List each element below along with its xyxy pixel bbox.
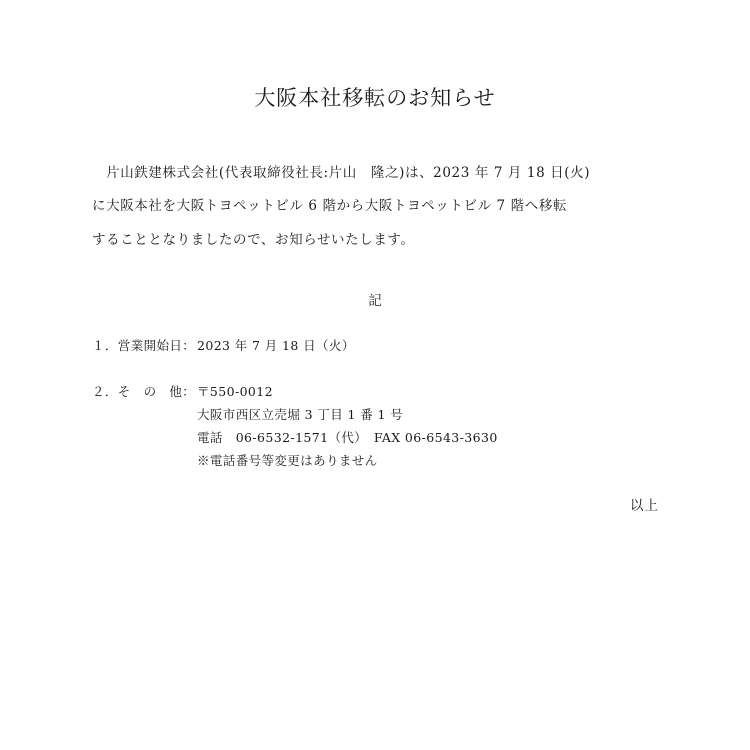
body-line-3: することとなりましたので、お知らせいたします。: [92, 232, 415, 248]
other-label: ２．そ の 他：: [92, 384, 196, 399]
postal-code: 〒550-0012: [197, 384, 273, 399]
phone-note: ※電話番号等変更はありません: [197, 453, 378, 468]
closing-ijo: 以上: [630, 498, 659, 514]
body-line-2: に大阪本社を大阪トヨペットビル 6 階から大阪トヨペットビル 7 階へ移転: [92, 198, 568, 214]
address-line: 大阪市西区立売堀 3 丁目 1 番 1 号: [197, 407, 404, 422]
start-date-label: １．営業開始日：: [92, 338, 196, 353]
start-date-value: 2023 年 7 月 18 日（火）: [197, 338, 355, 353]
body-line-1: 片山鉄建株式会社(代表取締役社長:片山 隆之)は、2023 年 7 月 18 日(火): [92, 165, 591, 181]
phone-fax-line: 電話 06-6532-1571（代） FAX 06-6543-3630: [197, 430, 498, 445]
ki-heading: 記: [368, 293, 382, 309]
document-title: 大阪本社移転のお知らせ: [254, 86, 496, 110]
